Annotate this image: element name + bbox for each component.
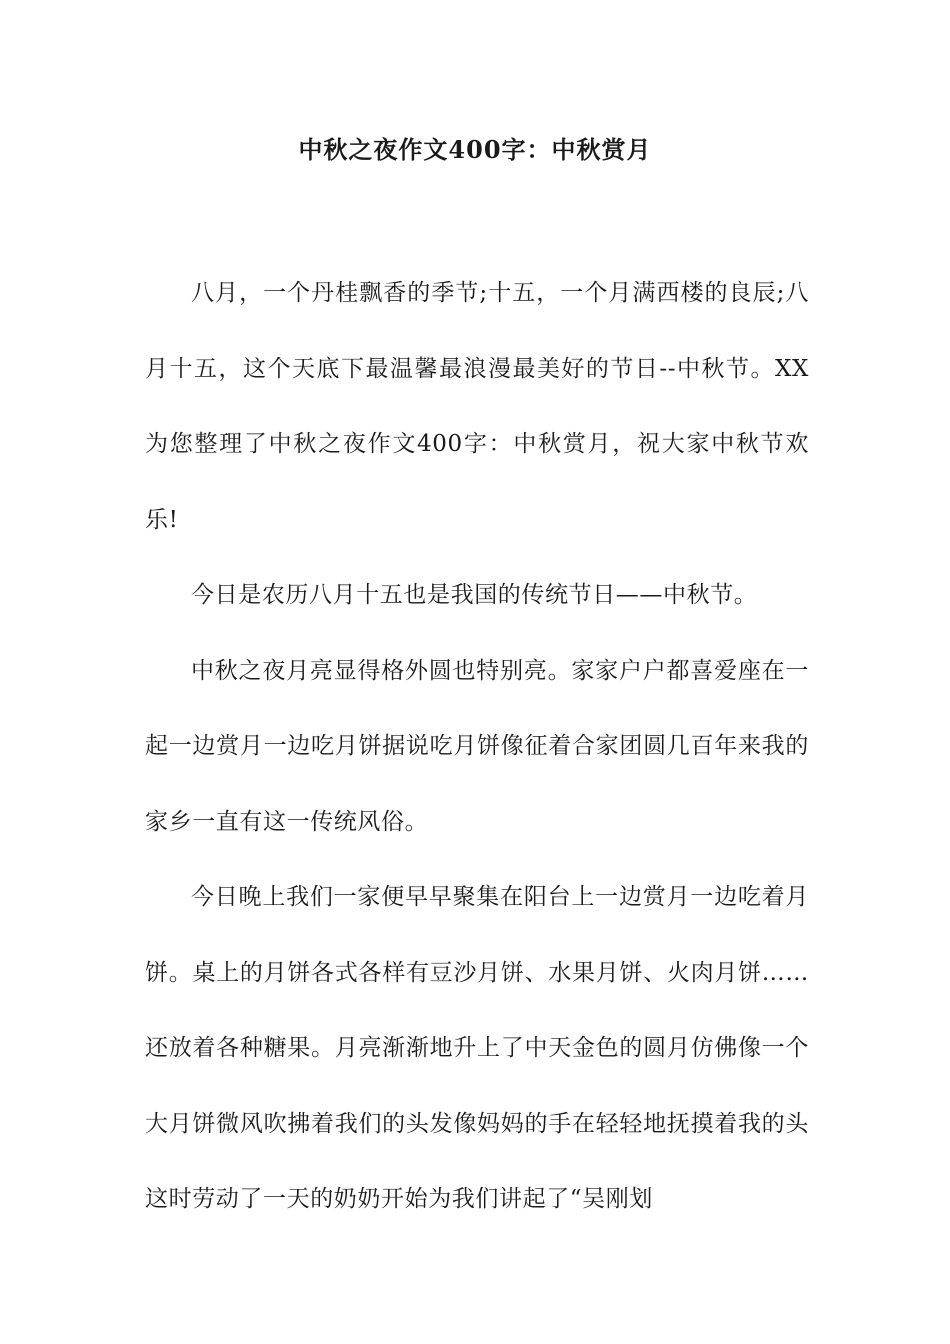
document-body [145, 256, 809, 1238]
paragraph-intro: 八月，一个丹桂飘香的季节;十五，一个月满西楼的良辰;八月十五，这个天底下最温馨最浪漫最美好的节日--中秋节。XX为您整理了中秋之夜作文400字：中秋赏月，祝大家中秋节欢乐! [145, 280, 809, 533]
paragraph-family-balcony: 今日晚上我们一家便早早聚集在阳台上一边赏月一边吃着月饼。桌上的月饼各式各样有豆沙月饼、水果月饼、火肉月饼……还放着各种糖果。月亮渐渐地升上了中天金色的圆月仿佛像一个大月饼微风吹拂着我们的头发像妈妈的手在轻轻地抚摸着我的头这时劳动了一天的奶奶开始为我们讲起了“吴刚划 [145, 884, 809, 1212]
paragraph-moon-night: 中秋之夜月亮显得格外圆也特别亮。家家户户都喜爱座在一起一边赏月一边吃月饼据说吃月饼像征着合家团圆几百年来我的家乡一直有这一传统风俗。 [145, 657, 809, 835]
paragraph-festival: 今日是农历八月十五也是我国的传统节日——中秋节。 [191, 582, 758, 608]
document-title: 中秋之夜作文400字：中秋赏月 [298, 135, 652, 164]
